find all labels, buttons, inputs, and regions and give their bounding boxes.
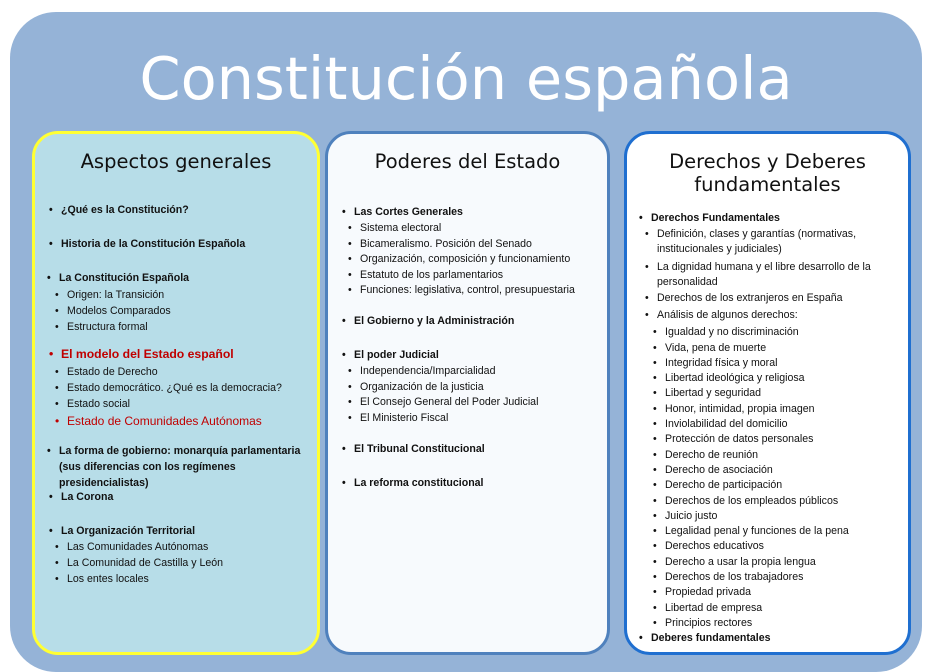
list-item: • Análisis de algunos derechos: xyxy=(645,309,902,326)
list-item: • Independencia/Imparcialidad xyxy=(348,365,601,381)
panel-title-line: fundamentales xyxy=(694,173,841,196)
list-item: • La Corona xyxy=(49,491,311,525)
panel-title-line: Derechos y Deberes xyxy=(669,150,866,173)
list-item: • Igualdad y no discriminación xyxy=(653,326,902,341)
list-item: • Estructura formal xyxy=(55,321,311,347)
list-item: • Derechos Fundamentales xyxy=(639,212,902,227)
list-item: • Legalidad penal y funciones de la pena xyxy=(653,525,902,540)
list-item: • Sistema electoral xyxy=(348,222,601,238)
list-item: • Derecho a usar la propia lengua xyxy=(653,556,902,571)
list-item: • Libertad de empresa xyxy=(653,602,902,617)
list-item: • El Gobierno y la Administración xyxy=(342,315,601,349)
list-item: • Definición, clases y garantías (normativas, institucionales y judiciales) xyxy=(645,227,902,260)
list-item: • Las Comunidades Autónomas xyxy=(55,541,311,557)
main-title: Constitución española xyxy=(139,44,793,113)
list-item: • Libertad ideológica y religiosa xyxy=(653,372,902,387)
list-item: • Derecho de asociación xyxy=(653,464,902,479)
list-item: • Estatuto de los parlamentarios xyxy=(348,269,601,285)
list-item: • El Consejo General del Poder Judicial xyxy=(348,396,601,412)
list-item: • La forma de gobierno: monarquía parlamentaria (sus diferencias con los regímenes presidencialistas) xyxy=(47,443,311,491)
list-item: • La dignidad humana y el libre desarrollo de la personalidad xyxy=(645,260,902,293)
list-item: • Las Cortes Generales xyxy=(342,206,601,222)
list-item: • La Constitución Española xyxy=(47,272,311,289)
list-item: • Derecho de participación xyxy=(653,479,902,494)
list-item: • Derechos de los trabajadores xyxy=(653,571,902,586)
panel-title xyxy=(627,150,908,196)
list-item: • Inviolabilidad del domicilio xyxy=(653,418,902,433)
topic-list xyxy=(49,204,311,589)
list-item: • Derechos de los extranjeros en España xyxy=(645,292,902,309)
list-item: • El Ministerio Fiscal xyxy=(348,412,601,443)
list-item: • ¿Qué es la Constitución? xyxy=(49,204,311,238)
list-item: • Bicameralismo. Posición del Senado xyxy=(348,238,601,254)
topic-list xyxy=(342,206,601,493)
topic-list xyxy=(639,212,902,648)
list-item: • La reforma constitucional xyxy=(342,477,601,493)
list-item: • El Tribunal Constitucional xyxy=(342,443,601,477)
list-item: • La Organización Territorial xyxy=(49,525,311,541)
panel-aspectos-generales xyxy=(32,131,320,655)
panel-derechos-y-deberes xyxy=(624,131,911,655)
list-item: • Organización de la justicia xyxy=(348,381,601,397)
list-item: • Los entes locales xyxy=(55,573,311,589)
list-item: • Origen: la Transición xyxy=(55,289,311,305)
list-item: • Estado social xyxy=(55,398,311,414)
panel-title: Aspectos generales xyxy=(80,150,272,173)
list-item: • Estado de Comunidades Autónomas xyxy=(55,414,311,443)
list-item: • Funciones: legislativa, control, presupuestaria xyxy=(348,284,601,315)
list-item: • Integridad física y moral xyxy=(653,357,902,372)
list-item: • Derecho de reunión xyxy=(653,449,902,464)
list-item: • Honor, intimidad, propia imagen xyxy=(653,403,902,418)
list-item: • Modelos Comparados xyxy=(55,305,311,321)
list-item: • La Comunidad de Castilla y León xyxy=(55,557,311,573)
panel-title: Poderes del Estado xyxy=(374,150,561,173)
list-item: • Principios rectores xyxy=(653,617,902,632)
list-item: • Derechos de los empleados públicos xyxy=(653,495,902,510)
list-item: • Estado de Derecho xyxy=(55,366,311,382)
list-item: • Derechos educativos xyxy=(653,540,902,555)
list-item: • El modelo del Estado español xyxy=(49,347,311,366)
list-item: • Organización, composición y funcionamiento xyxy=(348,253,601,269)
list-item: • Libertad y seguridad xyxy=(653,387,902,402)
list-item: • Propiedad privada xyxy=(653,586,902,601)
list-item: • Deberes fundamentales xyxy=(639,632,902,647)
panel-poderes-del-estado xyxy=(325,131,610,655)
list-item: • Protección de datos personales xyxy=(653,433,902,448)
list-item: • Vida, pena de muerte xyxy=(653,342,902,357)
list-item: • Juicio justo xyxy=(653,510,902,525)
list-item: • El poder Judicial xyxy=(342,349,601,365)
list-item: • Estado democrático. ¿Qué es la democracia? xyxy=(55,382,311,398)
list-item: • Historia de la Constitución Española xyxy=(49,238,311,272)
